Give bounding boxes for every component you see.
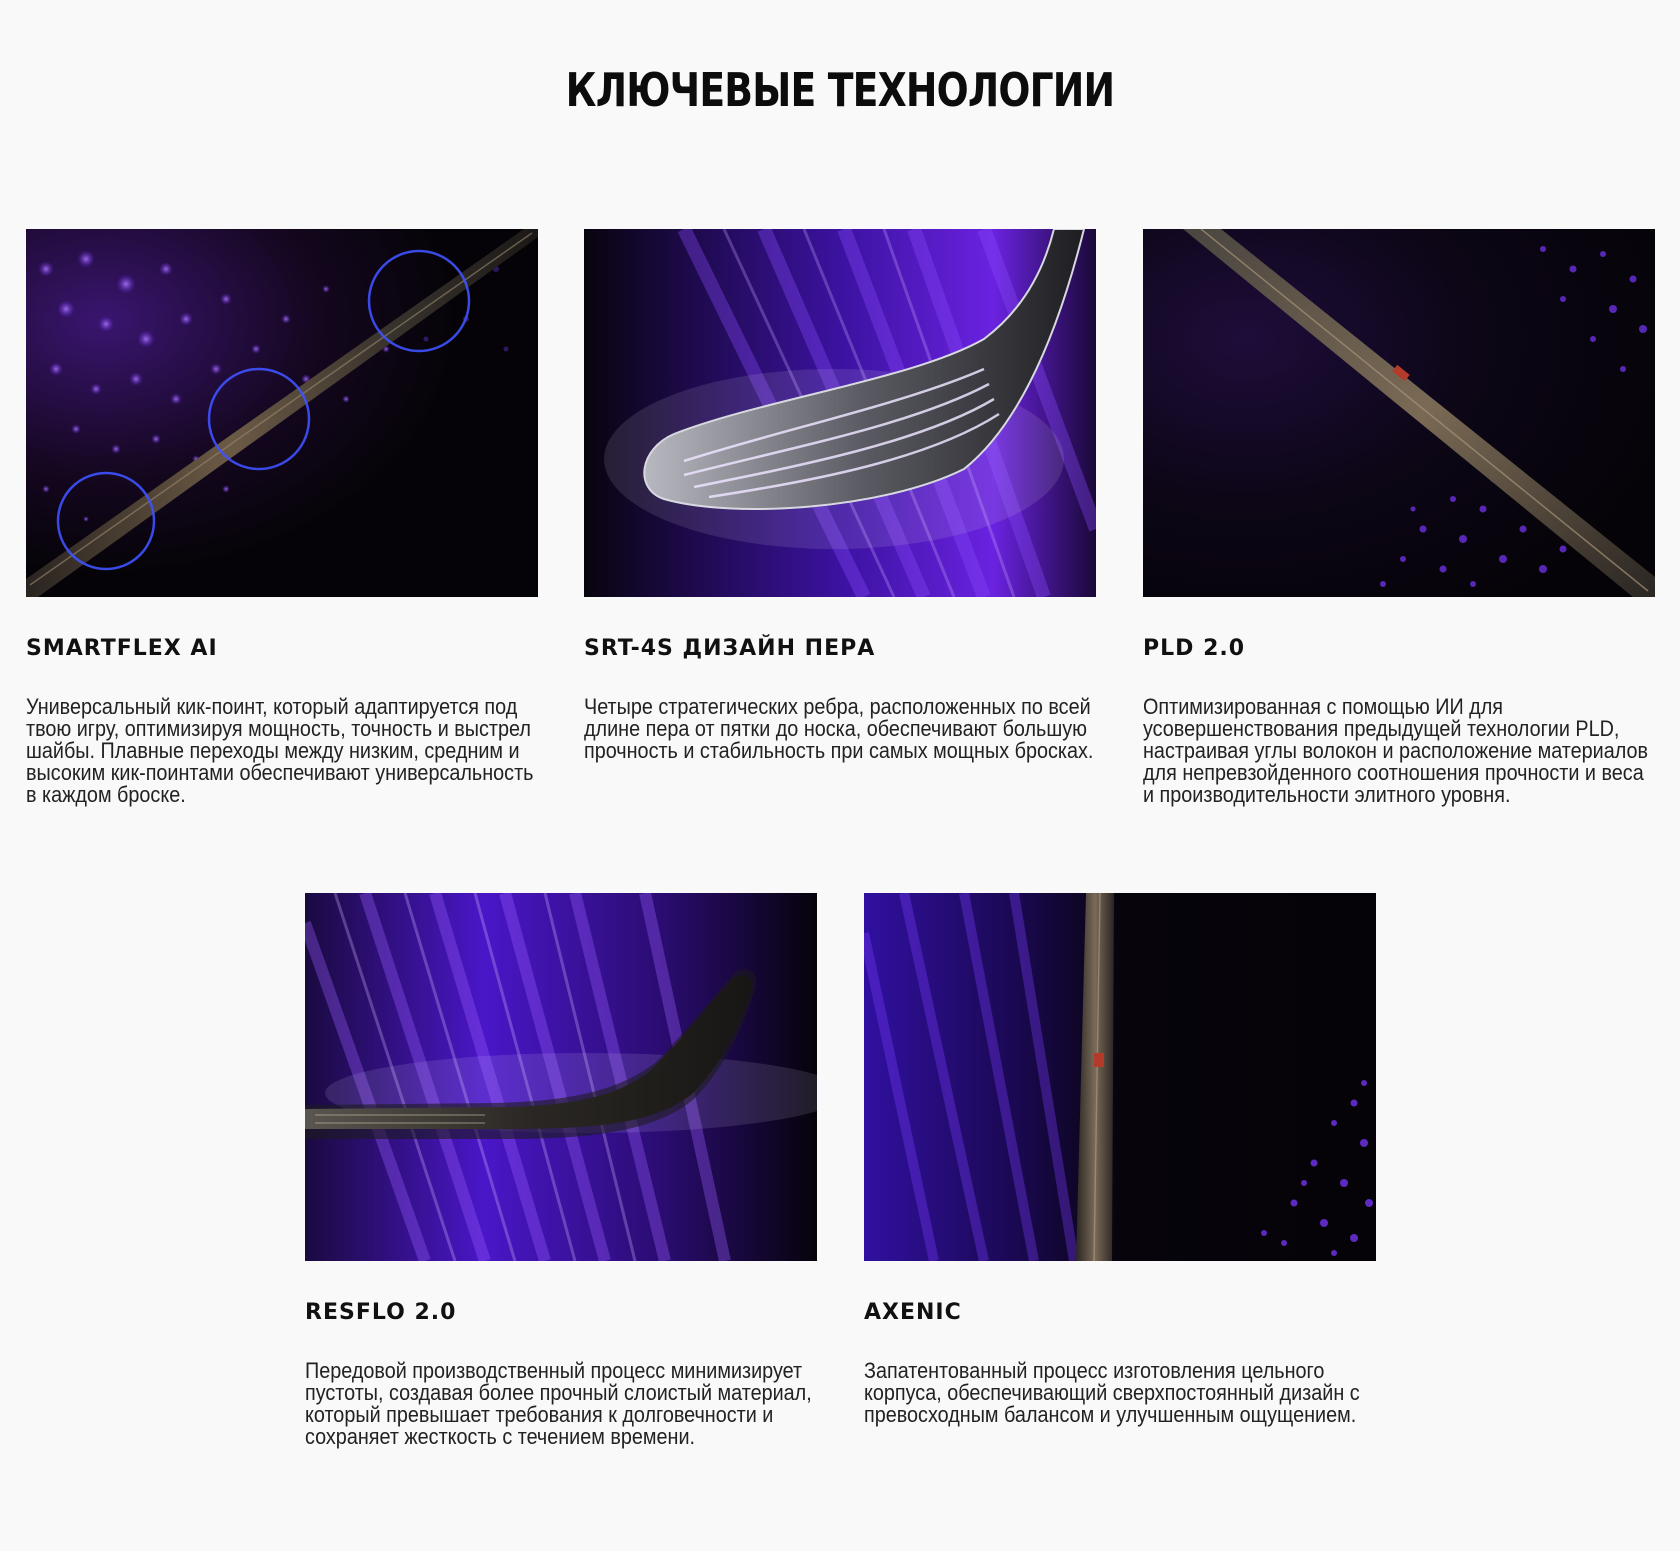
- technology-title: SRT-4S ДИЗАЙН ПЕРА: [584, 636, 876, 661]
- resflo-2-0-image: [305, 893, 817, 1261]
- technology-description: Универсальный кик-поинт, который адаптируется под твою игру, оптимизируя мощность, точность и выстрел шайбы. Плавные переходы между низким, средним и высоким кик-поинтами обеспечивают универсальность в каждом броске.: [26, 694, 534, 807]
- axenic-image: [864, 893, 1376, 1261]
- technology-card-pld-2-0: [1143, 229, 1655, 806]
- srt-4s-blade-image: [584, 229, 1096, 597]
- technology-description: Передовой производственный процесс минимизирует пустоты, создавая более прочный слоистый материал, который превышает требования к долговечности и сохраняет жесткость с течением времени.: [305, 1358, 812, 1449]
- technology-card-resflo-2-0: [305, 893, 817, 1448]
- technology-card-srt-4s: [584, 229, 1096, 762]
- technology-card-axenic: [864, 893, 1376, 1426]
- technology-card-smartflex-ai: [26, 229, 538, 806]
- technology-title: AXENIC: [864, 1300, 962, 1325]
- technology-title: SMARTFLEX AI: [26, 636, 218, 661]
- pld-2-0-image: [1143, 229, 1655, 597]
- technology-title: RESFLO 2.0: [305, 1300, 457, 1325]
- technology-title: PLD 2.0: [1143, 636, 1246, 661]
- page-title: КЛЮЧЕВЫЕ ТЕХНОЛОГИИ: [565, 63, 1115, 117]
- smartflex-ai-image: [26, 229, 538, 597]
- technology-description: Оптимизированная с помощью ИИ для усовершенствования предыдущей технологии PLD, настраивая углы волокон и расположение материалов для непревзойденного соотношения прочности и веса и производительности элитного уровня.: [1143, 694, 1649, 807]
- technology-description: Запатентованный процесс изготовления цельного корпуса, обеспечивающий сверхпостоянный дизайн с превосходным балансом и улучшенным ощущением.: [864, 1358, 1360, 1427]
- technology-description: Четыре стратегических ребра, расположенных по всей длине пера от пятки до носка, обеспечивают большую прочность и стабильность при самых мощных бросках.: [584, 694, 1094, 763]
